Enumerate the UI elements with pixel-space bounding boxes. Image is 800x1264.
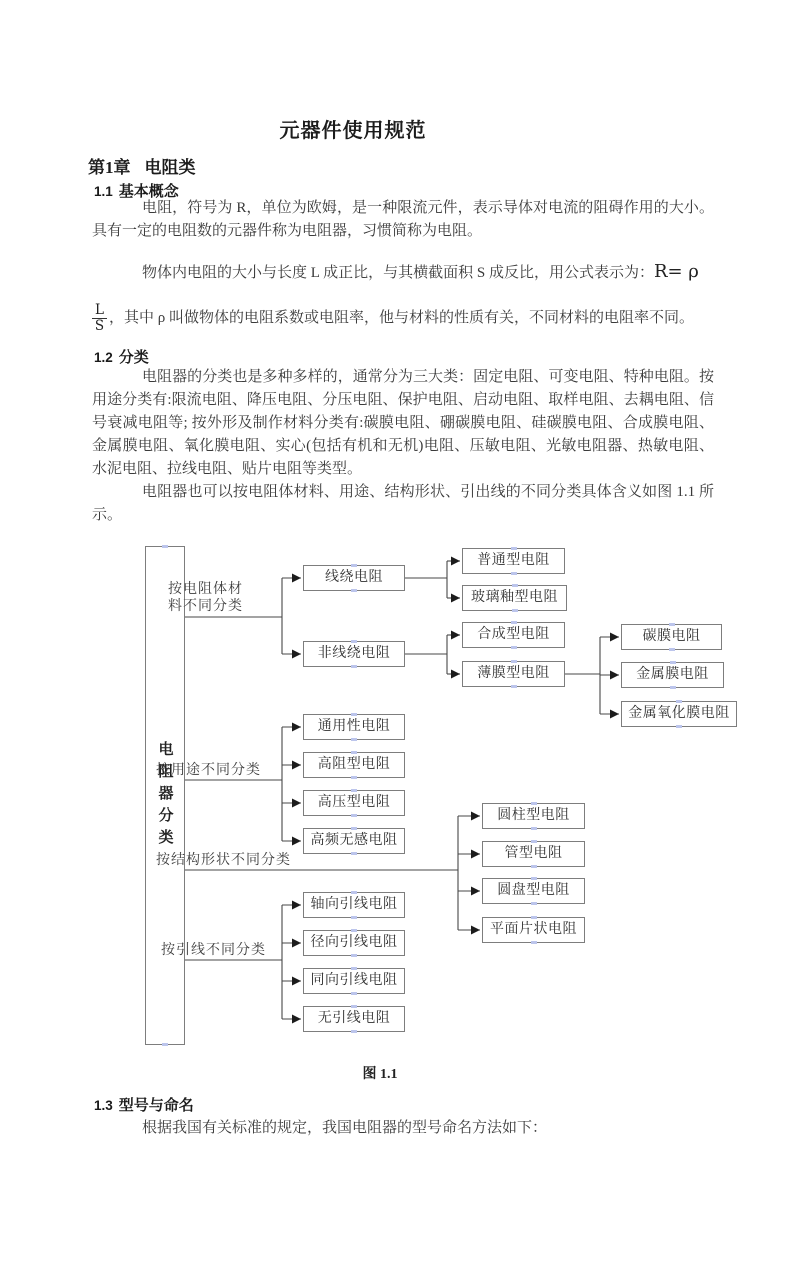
- diagram-box-same-direction-lead: 同向引线电阻: [303, 968, 405, 994]
- diagram-box-axial-lead: 轴向引线电阻: [303, 892, 405, 918]
- fraction-numerator: L: [92, 303, 107, 319]
- diagram-box-wirewound: 线绕电阻: [303, 565, 405, 591]
- section-title: 基本概念: [118, 184, 179, 200]
- diagram-box-high-voltage: 高压型电阻: [303, 790, 405, 816]
- diagram-box-non-wirewound: 非线绕电阻: [303, 641, 405, 667]
- chapter-heading: [88, 153, 196, 178]
- paragraph-classification: 电阻器的分类也是多种多样的，通常分为三大类：固定电阻、可变电阻、特种电阻。按用途分类有:限流电阻、降压电阻、分压电阻、保护电阻、启动电阻、取样电阻、去耦电阻、信号衰减电阻等; 按外形及制作材料分类有:碳膜电阻、硼碳膜电阻、硅碳膜电阻、合成膜电阻、金属膜电阻、氧化膜电阻、实心(包括有机和无机)电阻、压敏电阻、光敏电阻器、热敏电阻、水泥电阻、拉线电阻、贴片电阻等类型。: [92, 369, 714, 477]
- diagram-branch-label-lead: 按引线不同分类: [161, 943, 266, 958]
- paragraph-figure-intro: 电阻器也可以按电阻体材料、用途、结构形状、引出线的不同分类具体含义如图 1.1 所示。: [92, 484, 714, 523]
- diagram-box-disc: 圆盘型电阻: [482, 878, 585, 904]
- diagram-box-tubular: 管型电阻: [482, 841, 585, 867]
- formula-fraction: [92, 303, 107, 334]
- paragraph-basic-concept: 电阻，符号为 R，单位为欧姆，是一种限流元件，表示导体对电流的阻碍作用的大小。具有一定的电阻数的元器件称为电阻器，习惯简称为电阻。: [92, 200, 714, 239]
- diagram-box-ordinary: 普通型电阻: [462, 548, 565, 574]
- formula-intro-text: 物体内电阻的大小与长度 L 成正比，与其横截面积 S 成反比，用公式表示为：: [142, 265, 654, 281]
- diagram-root-box: [145, 546, 185, 1045]
- section-title: 型号与命名: [118, 1098, 194, 1114]
- diagram-box-cylindrical: 圆柱型电阻: [482, 803, 585, 829]
- paragraph-naming: 根据我国有关标准的规定，我国电阻器的型号命名方法如下：: [142, 1120, 548, 1136]
- diagram-box-flat-chip: 平面片状电阻: [482, 917, 585, 943]
- diagram-branch-label-structure: 按结构形状不同分类: [156, 853, 291, 868]
- diagram-box-general-purpose: 通用性电阻: [303, 714, 405, 740]
- diagram-branch-label-usage: 按用途不同分类: [156, 763, 261, 778]
- section-number: 1.3: [94, 1098, 113, 1113]
- diagram-box-metal-film: 金属膜电阻: [621, 662, 724, 688]
- chapter-title: 电阻类: [144, 158, 196, 177]
- fraction-denominator: S: [94, 317, 105, 334]
- diagram-box-radial-lead: 径向引线电阻: [303, 930, 405, 956]
- formula-following-text: ，其中 ρ 叫做物体的电阻系数或电阻率，他与材料的性质有关，不同材料的电阻率不同。: [108, 309, 694, 326]
- diagram-box-synthetic: 合成型电阻: [462, 622, 565, 648]
- paragraph-formula-continued: [92, 296, 714, 340]
- diagram-box-thin-film: 薄膜型电阻: [462, 661, 565, 687]
- section-heading-1-2: [94, 346, 149, 367]
- section-number: 1.2: [94, 350, 113, 365]
- diagram-box-high-resistance: 高阻型电阻: [303, 752, 405, 778]
- page-title: 元器件使用规范: [279, 120, 427, 142]
- section-title: 分类: [118, 350, 149, 366]
- diagram-branch-label-material: 按电阻体材料不同分类: [168, 582, 243, 614]
- figure-caption: 图 1.1: [362, 1067, 398, 1082]
- diagram-box-glass-glaze: 玻璃釉型电阻: [462, 585, 567, 611]
- diagram-box-metal-oxide-film: 金属氧化膜电阻: [621, 701, 737, 727]
- section-number: 1.1: [94, 184, 113, 199]
- diagram-box-high-freq-noninductive: 高频无感电阻: [303, 828, 405, 854]
- diagram-box-leadless: 无引线电阻: [303, 1006, 405, 1032]
- diagram-root-label: 电阻器分类: [156, 740, 173, 851]
- paragraph-formula-intro: [92, 258, 714, 287]
- chapter-number: 第1章: [88, 158, 131, 177]
- section-heading-1-3: [94, 1094, 194, 1115]
- formula-r-rho: R= ρ: [653, 261, 699, 282]
- diagram-box-carbon-film: 碳膜电阻: [621, 624, 722, 650]
